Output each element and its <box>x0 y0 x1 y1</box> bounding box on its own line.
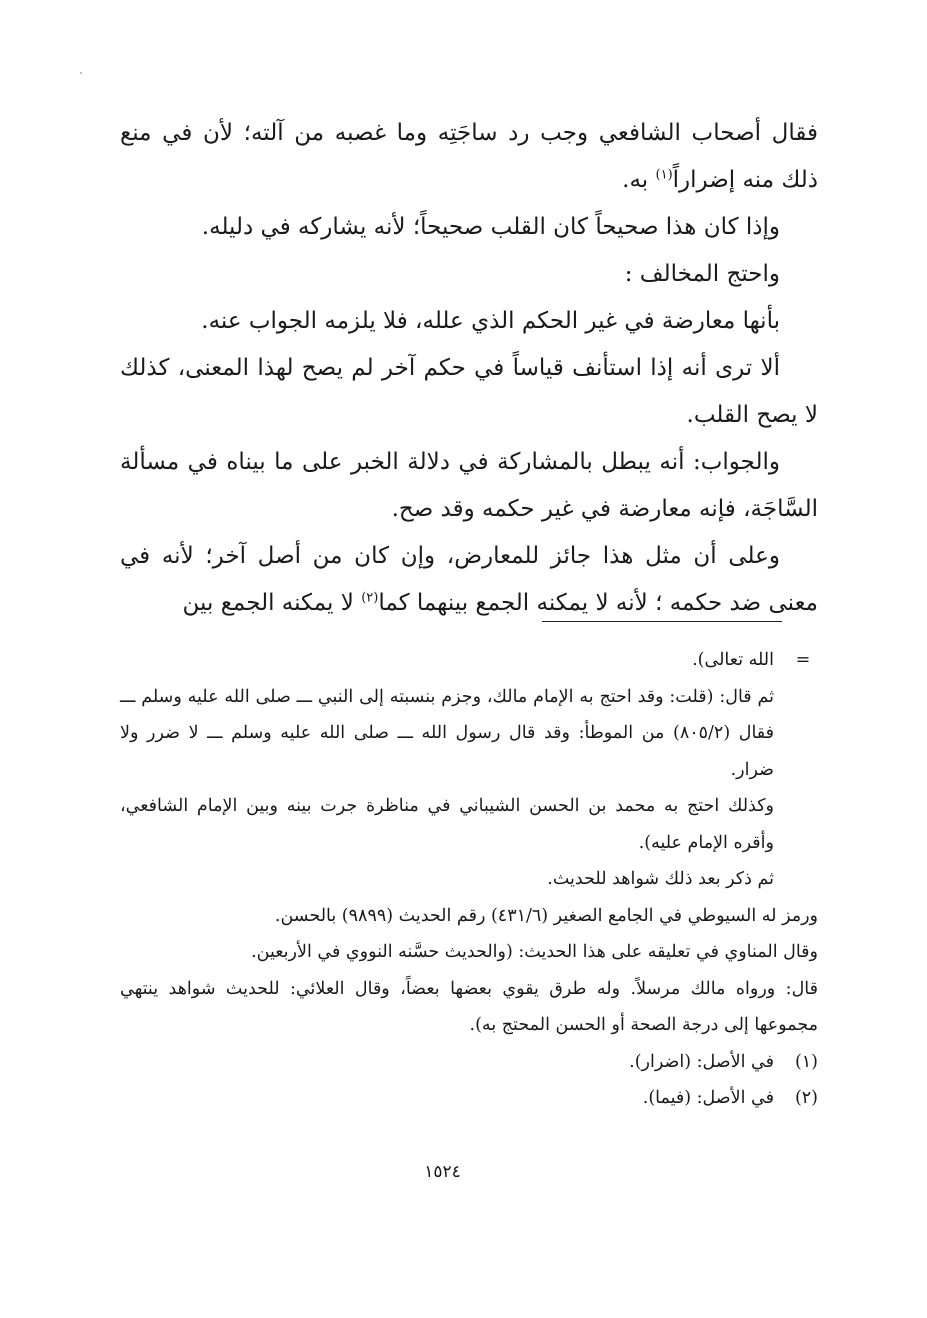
footnote-paragraph: ثم قال: (قلت: وقد احتج به الإمام مالك، وجزم بنسبته إلى النبي ـــ صلى الله عليه وسلم ـــ فقال (٨٠٥/٢) من الموطأ: وقد قال رسول الله ـــ صلى الله عليه وسلم ـــ لا ضرر ولا ضرار. <box>120 686 774 780</box>
page-number: ١٥٢٤ <box>424 1162 461 1182</box>
main-text <box>120 110 818 627</box>
footnote-paragraph: قال: ورواه مالك مرسلاً. وله طرق يقوي بعضها بعضاً، وقال العلائي: للحديث شواهد ينتهي مجموعها إلى درجة الصحة أو الحسن المحتج به). <box>120 978 818 1035</box>
footnote-item <box>120 1044 818 1081</box>
scan-speck <box>80 72 82 74</box>
footnote-paragraph: ثم ذكر بعد ذلك شواهد للحديث. <box>547 869 774 889</box>
footnote-item <box>120 1080 818 1117</box>
footnote-paragraph: وكذلك احتج به محمد بن الحسن الشيباني في مناظرة جرت بينه وبين الإمام الشافعي، وأقره الإمام عليه). <box>120 796 774 853</box>
footnote-separator <box>542 621 782 622</box>
footnote-text: في الأصل: (فيما). <box>642 1088 774 1108</box>
paragraph-4: بأنها معارضة في غير الحكم الذي علله، فلا يلزمه الجواب عنه. <box>201 308 780 334</box>
footnote-number: (١) <box>794 1051 818 1072</box>
paragraph-2: وإذا كان هذا صحيحاً كان القلب صحيحاً؛ لأنه يشاركه في دليله. <box>201 214 780 240</box>
footnote-paragraph: ورمز له السيوطي في الجامع الصغير (٤٣١/٦) رقم الحديث (٩٨٩٩) بالحسن. <box>274 905 818 926</box>
footnote-ref-2[interactable]: (٢) <box>361 590 379 606</box>
footnote-number: (٢) <box>794 1088 818 1108</box>
paragraph-1: فقال أصحاب الشافعي وجب رد ساجَتِه وما غصبه من آلته؛ لأن في منع ذلك منه إضراراً$^{(١)}$ به. <box>120 120 818 193</box>
paragraph-7: وعلى أن مثل هذا جائز للمعارض، وإن كان من أصل آخر؛ لأنه في معنى ضد حكمه ؛ لأنه لا يمكنه الجمع بينهما كما$^{(٢)}$ لا يمكنه الجمع بين <box>120 543 818 616</box>
footnote-paragraph: وقال المناوي في تعليقه على هذا الحديث: (والحديث حسَّنه النووي في الأربعين. <box>251 942 818 962</box>
footnote-continuation-text: الله تعالى). <box>692 650 774 670</box>
continuation-mark: = <box>795 650 811 670</box>
paragraph-3: واحتج المخالف : <box>624 261 780 287</box>
paragraph-5: ألا ترى أنه إذا استأنف قياساً في حكم آخر لم يصح لهذا المعنى، كذلك لا يصح القلب. <box>120 355 818 428</box>
paragraph-6: والجواب: أنه يبطل بالمشاركة في دلالة الخبر على ما بيناه في مسألة السَّاجَة، فإنه معارضة في غير حكمه وقد صح. <box>120 449 818 522</box>
footnote-text: في الأصل: (اضرار). <box>629 1051 774 1072</box>
footnote-ref-1[interactable]: (١) <box>655 167 673 183</box>
footnote-continuation <box>120 642 818 679</box>
footnotes <box>120 642 818 1117</box>
